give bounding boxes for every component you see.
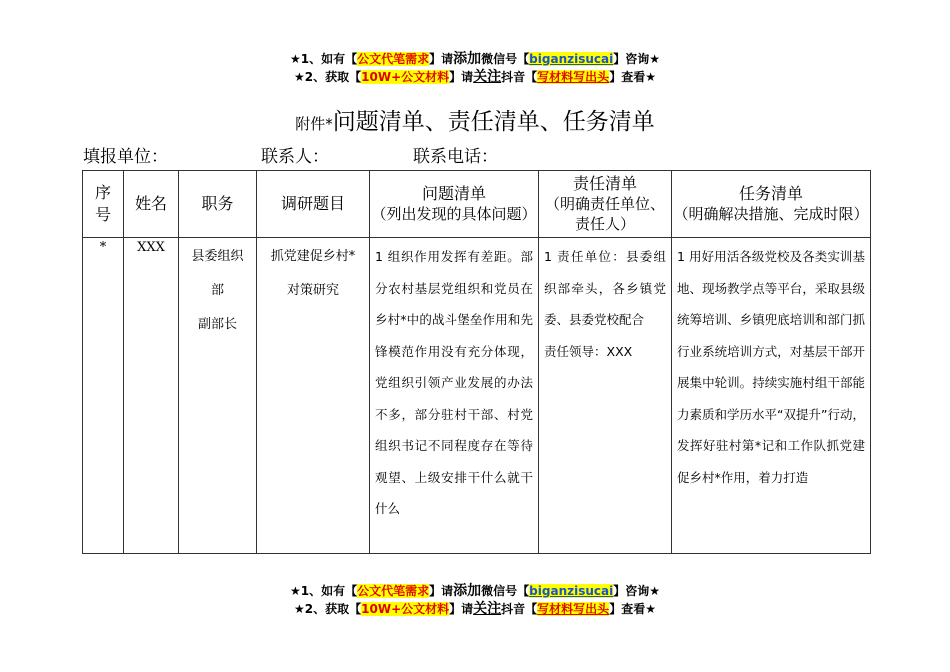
header-task-list: 任务清单 （明确解决措施、完成时限） (672, 171, 871, 238)
header-seq: 序号 (83, 171, 124, 238)
topic-line: 抓党建促乡村* (270, 249, 356, 264)
promo-text: 】查看★ (609, 602, 656, 616)
promo-text: ★1、如有【 (290, 52, 358, 66)
promo-text: 微信号【 (481, 584, 530, 598)
title-prefix: 附件* (295, 115, 333, 133)
promo-text: 】咨询★ (613, 584, 660, 598)
promo-text: ★2、获取【 (294, 602, 362, 616)
promo-text: 】查看★ (609, 70, 656, 84)
wechat-id-link[interactable]: biganzisucai (529, 52, 614, 66)
table-row (83, 238, 871, 554)
bottom-promo-banner (0, 582, 950, 618)
header-problem-list: 问题清单 （列出发现的具体问题） (370, 171, 539, 238)
promo-highlight: 公文代笔需求 (357, 584, 430, 598)
promo-line-2 (0, 600, 950, 618)
duty-leader-text: 责任领导：XXX (544, 343, 633, 359)
problem-text: 1 组织作用发挥有差距。部分农村基层党组织和党员在乡村*中的战斗堡垒作用和先锋模范作用没有充分体现，党组织引领产业发展的办法不多，部分驻村干部、村党组织书记不同程度存在等待观望、上级安排干什么就干什么 (375, 249, 533, 516)
douyin-account-link[interactable]: 写材料写出头 (537, 602, 610, 616)
header-duty-list: 责任清单 （明确责任单位、责任人） (539, 171, 672, 238)
promo-text: 微信号【 (481, 52, 530, 66)
header-topic: 调研题目 (257, 171, 370, 238)
header-name: 姓名 (124, 171, 179, 238)
promo-text: 】咨询★ (613, 52, 660, 66)
promo-text: 】请 (429, 584, 454, 598)
reporting-unit-label: 填报单位： (83, 147, 168, 167)
cell-seq: * (83, 238, 124, 554)
promo-text: ★2、获取【 (294, 70, 362, 84)
promo-text: 关注 (473, 69, 502, 85)
promo-text: 】请 (429, 52, 454, 66)
promo-text: 抖音【 (501, 70, 538, 84)
document-title (0, 103, 950, 136)
promo-text: 关注 (473, 601, 502, 617)
cell-task (672, 238, 871, 554)
contact-phone-label: 联系电话： (413, 147, 498, 167)
promo-text: 抖音【 (501, 602, 538, 616)
wechat-id-link[interactable]: biganzisucai (529, 584, 614, 598)
promo-line-1 (0, 50, 950, 68)
top-promo-banner (0, 50, 950, 86)
promo-text: 】请 (449, 602, 474, 616)
position-line: 副部长 (197, 317, 237, 332)
promo-line-2 (0, 68, 950, 86)
checklist-table (82, 170, 871, 554)
cell-problem (370, 238, 539, 554)
title-main: 问题清单、责任清单、任务清单 (332, 109, 655, 135)
cell-position (179, 238, 257, 554)
cell-topic (257, 238, 370, 554)
contact-person-label: 联系人： (261, 147, 329, 167)
topic-line: 对策研究 (286, 283, 339, 298)
header-position: 职务 (179, 171, 257, 238)
promo-text: ★1、如有【 (290, 584, 358, 598)
cell-duty (539, 238, 672, 554)
cell-name: XXX (124, 238, 179, 554)
table-header-row (83, 171, 871, 238)
task-text: 1 用好用活各级党校及各类实训基地、现场教学点等平台，采取县级统筹培训、乡镇兜底培训和部门抓行业系统培训方式，对基层干部开展集中轮训。持续实施村组干部能力素质和学历水平“双提升”行动，发挥好驻村第*记和工作队抓党建促乡村*作用，着力打造 (677, 249, 865, 485)
promo-text: 】请 (449, 70, 474, 84)
duty-text: 1 责任单位：县委组织部牵头，各乡镇党委、县委党校配合 (544, 249, 666, 327)
promo-text: 添加 (453, 583, 482, 599)
promo-line-1 (0, 582, 950, 600)
position-line: 部 (210, 283, 224, 298)
promo-highlight: 10W+公文材料 (361, 70, 450, 84)
promo-highlight: 10W+公文材料 (361, 602, 450, 616)
position-line: 县委组织 (191, 249, 244, 264)
douyin-account-link[interactable]: 写材料写出头 (537, 70, 610, 84)
promo-text: 添加 (453, 51, 482, 67)
promo-highlight: 公文代笔需求 (357, 52, 430, 66)
